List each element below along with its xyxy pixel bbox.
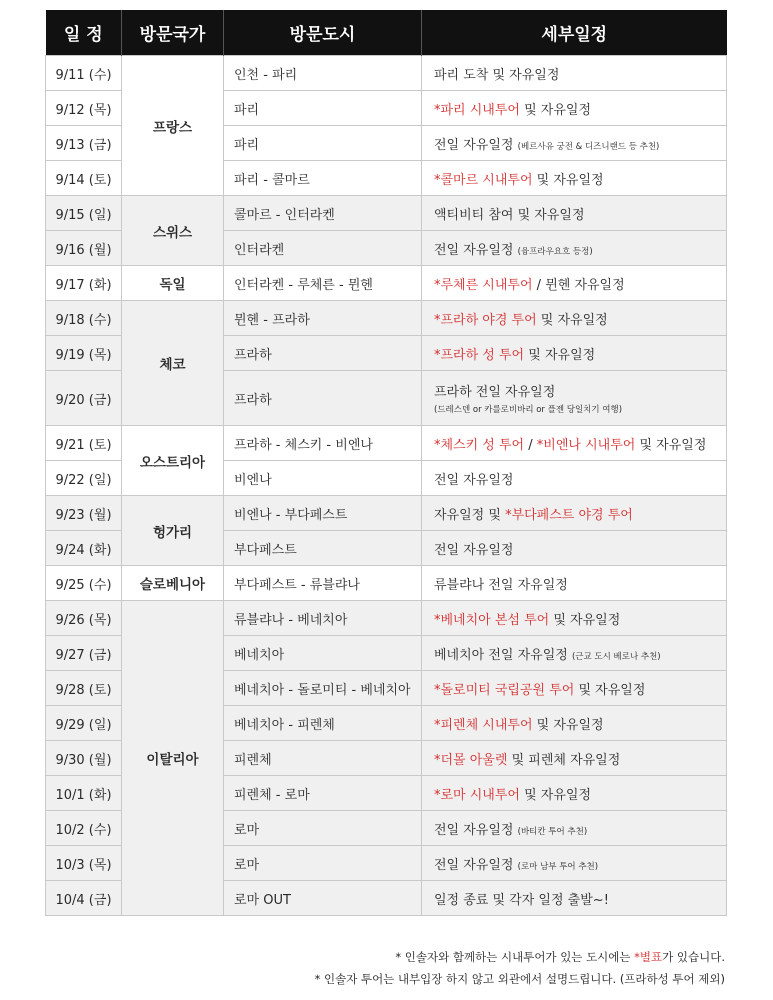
city-cell: 류블랴나 - 베네치아 [224,601,422,636]
detail-text: 및 피렌체 자유일정 [507,752,621,768]
date-cell: 9/11 (수) [46,56,122,91]
city-cell: 베네치아 - 피렌체 [224,706,422,741]
city-cell: 피렌체 - 로마 [224,776,422,811]
date-cell: 9/18 (수) [46,301,122,336]
detail-text: 액티비티 참여 및 자유일정 [434,207,585,223]
detail-text: 전일 자유일정 [434,242,518,258]
date-cell: 10/1 (화) [46,776,122,811]
date-cell: 10/2 (수) [46,811,122,846]
detail-cell [422,741,727,776]
detail-text: 전일 자유일정 [434,857,518,873]
detail-text: 전일 자유일정 [434,472,514,488]
date-cell: 9/28 (토) [46,671,122,706]
city-cell: 로마 [224,811,422,846]
country-cell: 이탈리아 [122,601,224,916]
header-city: 방문도시 [224,10,422,56]
footnotes [315,946,725,990]
city-cell: 로마 [224,846,422,881]
detail-cell [422,266,727,301]
detail-text: 및 자유일정 [524,347,596,363]
detail-cell [422,601,727,636]
detail-text: 전일 자유일정 [434,542,514,558]
table-row [46,56,727,91]
detail-note: (융프라우요흐 등정) [517,246,593,257]
date-cell: 9/25 (수) [46,566,122,601]
date-cell: 9/17 (화) [46,266,122,301]
footnote-1 [315,946,725,968]
guided-tour-text: *콜마르 시내투어 [434,172,533,188]
guided-tour-text: *베네치아 본섬 투어 [434,612,550,628]
city-cell: 로마 OUT [224,881,422,916]
guided-tour-text: *파리 시내투어 [434,102,520,118]
date-cell: 9/24 (화) [46,531,122,566]
itinerary-table [45,10,727,916]
date-cell: 9/27 (금) [46,636,122,671]
guided-tour-text: *프라하 야경 투어 [434,312,537,328]
table-row [46,426,727,461]
city-cell: 파리 - 콜마르 [224,161,422,196]
city-cell: 부다페스트 - 류블랴나 [224,566,422,601]
detail-cell [422,496,727,531]
country-cell: 헝가리 [122,496,224,566]
detail-cell [422,776,727,811]
city-cell: 파리 [224,91,422,126]
detail-text: 파리 도착 및 자유일정 [434,67,560,83]
detail-text: 및 자유일정 [532,717,604,733]
date-cell: 9/20 (금) [46,371,122,426]
country-cell: 슬로베니아 [122,566,224,601]
header-country: 방문국가 [122,10,224,56]
detail-cell [422,671,727,706]
city-cell: 비엔나 [224,461,422,496]
detail-cell [422,706,727,741]
date-cell: 10/4 (금) [46,881,122,916]
detail-cell [422,371,727,426]
detail-cell [422,846,727,881]
detail-cell [422,881,727,916]
detail-note: (베르사유 궁전 & 디즈니랜드 등 추천) [517,141,660,152]
detail-cell [422,161,727,196]
city-cell: 프라하 [224,371,422,426]
date-cell: 9/19 (목) [46,336,122,371]
detail-text: 자유일정 및 [434,507,506,523]
city-cell: 인터라켄 [224,231,422,266]
detail-text: 베네치아 전일 자유일정 [434,647,572,663]
detail-text: 전일 자유일정 [434,822,518,838]
city-cell: 프라하 [224,336,422,371]
detail-text: / [524,437,537,453]
city-cell: 베네치아 - 돌로미티 - 베네치아 [224,671,422,706]
date-cell: 9/16 (월) [46,231,122,266]
country-cell: 스위스 [122,196,224,266]
country-cell: 프랑스 [122,56,224,196]
detail-text: 및 자유일정 [519,102,592,118]
detail-cell [422,636,727,671]
detail-cell [422,56,727,91]
city-cell: 파리 [224,126,422,161]
detail-text: 전일 자유일정 [434,137,518,153]
date-cell: 9/30 (월) [46,741,122,776]
detail-cell [422,811,727,846]
city-cell: 베네치아 [224,636,422,671]
detail-cell [422,231,727,266]
table-row [46,301,727,336]
detail-note: (드레스덴 or 카를로비바리 or 플젠 당일치기 여행) [434,405,623,415]
date-cell: 9/29 (일) [46,706,122,741]
detail-cell [422,336,727,371]
table-header-row [46,10,727,56]
country-cell: 오스트리아 [122,426,224,496]
detail-note: (바티칸 투어 추천) [517,826,588,837]
country-cell: 체코 [122,301,224,426]
table-row [46,496,727,531]
footnote-2: * 인솔자 투어는 내부입장 하지 않고 외관에서 설명드립니다. (프라하성 투어 제외) [314,972,725,986]
guided-tour-text: *피렌체 시내투어 [434,717,533,733]
detail-note: (로마 남부 투어 추천) [517,861,599,872]
footnote-text: * 인솔자와 함께하는 시내투어가 있는 도시에는 [395,950,635,964]
detail-cell [422,461,727,496]
country-cell: 독일 [122,266,224,301]
guided-tour-text: *루체른 시내투어 [434,277,533,293]
table-row [46,266,727,301]
header-detail: 세부일정 [422,10,727,56]
footnote-highlight: *별표 [634,950,663,964]
city-cell: 인터라켄 - 루체른 - 뮌헨 [224,266,422,301]
guided-tour-text: *비엔나 시내투어 [536,437,636,453]
date-cell: 9/23 (월) [46,496,122,531]
city-cell: 부다페스트 [224,531,422,566]
guided-tour-text: *부다페스트 야경 투어 [505,507,633,523]
detail-text: 프라하 전일 자유일정 [434,385,556,400]
date-cell: 10/3 (목) [46,846,122,881]
header-date: 일 정 [46,10,122,56]
detail-text: 및 자유일정 [536,312,608,328]
city-cell: 콜마르 - 인터라켄 [224,196,422,231]
detail-cell [422,566,727,601]
table-row [46,601,727,636]
date-cell: 9/12 (목) [46,91,122,126]
date-cell: 9/13 (금) [46,126,122,161]
detail-cell [422,426,727,461]
date-cell: 9/14 (토) [46,161,122,196]
detail-cell [422,91,727,126]
city-cell: 인천 - 파리 [224,56,422,91]
date-cell: 9/21 (토) [46,426,122,461]
detail-cell [422,531,727,566]
table-row [46,196,727,231]
date-cell: 9/26 (목) [46,601,122,636]
date-cell: 9/22 (일) [46,461,122,496]
detail-text: 및 자유일정 [519,787,592,803]
city-cell: 프라하 - 체스키 - 비엔나 [224,426,422,461]
guided-tour-text: *로마 시내투어 [434,787,520,803]
table-row [46,566,727,601]
detail-text: 및 자유일정 [549,612,621,628]
detail-text: 및 자유일정 [532,172,604,188]
detail-text: 및 자유일정 [635,437,707,453]
footnote-text: 가 있습니다. [662,950,725,964]
date-cell: 9/15 (일) [46,196,122,231]
detail-text: 및 자유일정 [574,682,646,698]
detail-text: 일정 종료 및 각자 일정 출발~! [434,892,609,908]
guided-tour-text: *돌로미티 국립공원 투어 [434,682,575,698]
detail-cell [422,196,727,231]
detail-text: 류블랴나 전일 자유일정 [434,577,568,593]
detail-cell [422,126,727,161]
detail-note: (근교 도시 베로나 추천) [571,651,661,662]
guided-tour-text: *프라하 성 투어 [434,347,525,363]
detail-text: / 뮌헨 자유일정 [532,277,625,293]
city-cell: 뮌헨 - 프라하 [224,301,422,336]
city-cell: 피렌체 [224,741,422,776]
guided-tour-text: *더몰 아울렛 [434,752,508,768]
guided-tour-text: *체스키 성 투어 [434,437,525,453]
city-cell: 비엔나 - 부다페스트 [224,496,422,531]
detail-cell [422,301,727,336]
